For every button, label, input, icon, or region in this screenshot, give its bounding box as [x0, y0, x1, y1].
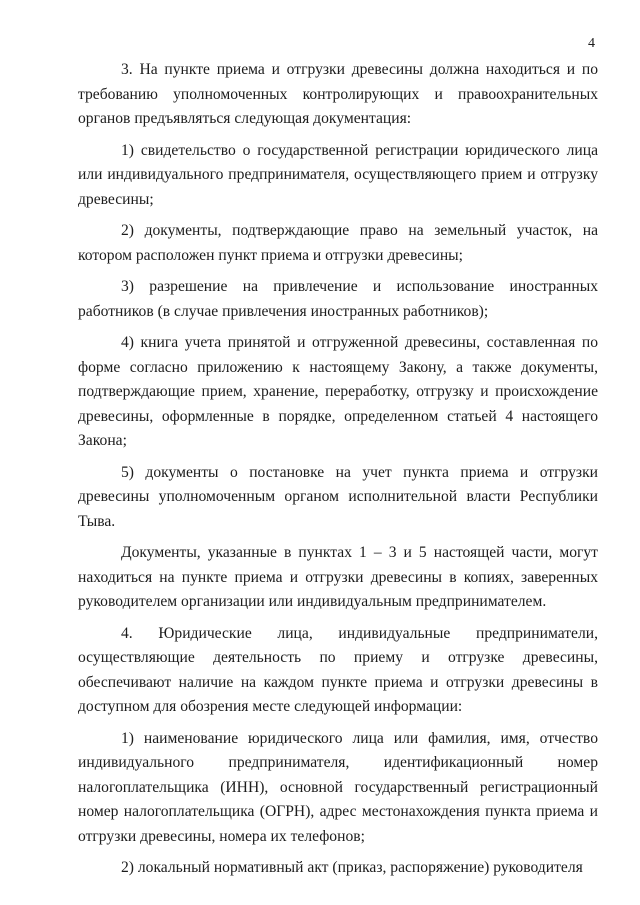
paragraph-item-1-registration: 1) свидетельство о государственной регистрации юридического лица или индивидуального предпринимателя, осуществляющего прием и отгрузку древесины; [78, 141, 598, 208]
paragraph-item-3-foreign-workers: 3) разрешение на привлечение и использование иностранных работников (в случае привлечения иностранных работников); [78, 278, 598, 320]
paragraph-section-3-intro: 3. На пункте приема и отгрузки древесины должна находиться и по требованию уполномоченных контролирующих и правоохранительных органов предъявляться следующая документация: [78, 61, 598, 127]
paragraph-section-4-intro: 4. Юридические лица, индивидуальные предприниматели, осуществляющие деятельность по приему и отгрузке древесины, обеспечивают наличие на каждом пункте приема и отгрузки древесины в доступном для обозрения месте следующей информации: [78, 624, 598, 715]
paragraph-item-5-registration-record: 5) документы о постановке на учет пункта приема и отгрузки древесины уполномоченным органом исполнительной власти Республики Тыва. [78, 463, 598, 530]
paragraph-info-item-2: 2) локальный нормативный акт (приказ, распоряжение) руководителя [121, 859, 583, 876]
document-body [78, 58, 598, 888]
paragraph-copies-note: Документы, указанные в пунктах 1 – 3 и 5 настоящей части, могут находиться на пункте приема и отгрузки древесины в копиях, заверенных руководителем организации или индивидуальным предпринимателем. [78, 544, 598, 610]
paragraph-item-4-ledger: 4) книга учета принятой и отгруженной древесины, составленная по форме согласно приложению к настоящему Закону, а также документы, подтверждающие прием, хранение, переработку, отгрузку и происхождение древесины, оформленные в порядке, определенном статьей 4 настоящего Закона; [78, 334, 598, 449]
page-number: 4 [588, 36, 595, 51]
paragraph-info-item-1: 1) наименование юридического лица или фамилия, имя, отчество индивидуального предпринимателя, идентификационный номер налогоплательщика (ИНН), основной государственный регистрационный номер налогоплательщика (ОГРН), адрес местонахождения пункта приема и отгрузки древесины, номера их телефонов; [78, 729, 598, 845]
paragraph-item-2-land-rights: 2) документы, подтверждающие право на земельный участок, на котором расположен пункт приема и отгрузки древесины; [78, 222, 598, 264]
